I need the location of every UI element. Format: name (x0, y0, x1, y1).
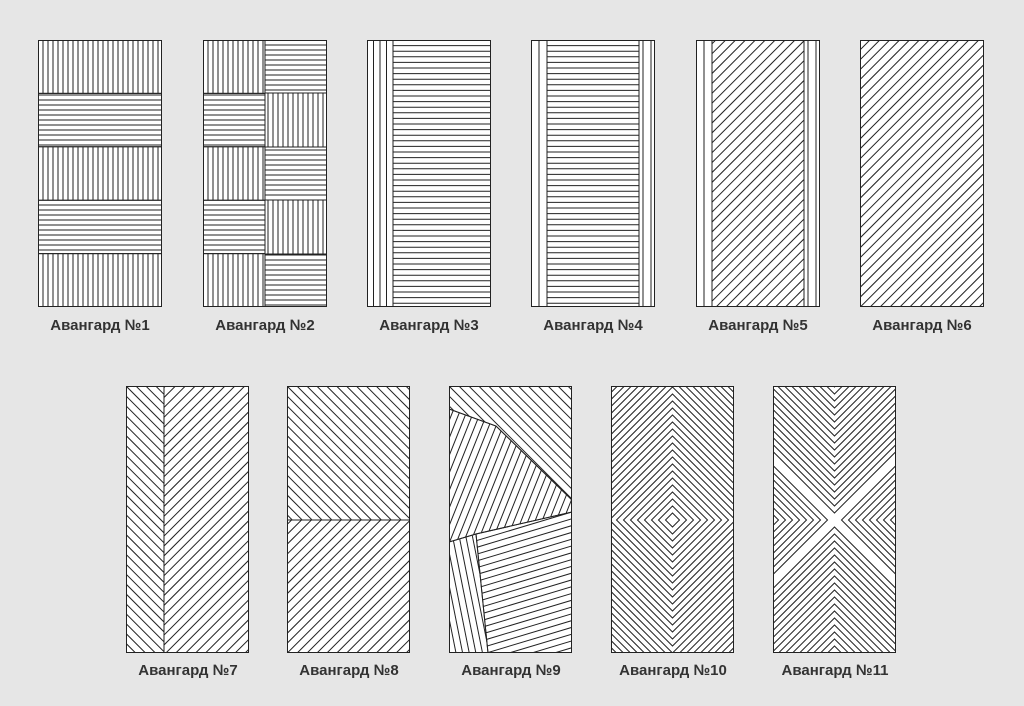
panel-label-3: Авангард №3 (379, 317, 479, 334)
panel-9-drawing (449, 386, 572, 653)
panel-label-9: Авангард №9 (461, 662, 561, 679)
panel-label-11: Авангард №11 (781, 662, 889, 679)
panel-avangard-9 (449, 386, 572, 653)
panel-2-drawing (203, 40, 327, 307)
panel-8-drawing (287, 386, 410, 653)
panel-avangard-2 (203, 40, 327, 307)
panel-avangard-7 (126, 386, 249, 653)
panel-label-8: Авангард №8 (299, 662, 399, 679)
panel-3-drawing (367, 40, 491, 307)
panel-avangard-3 (367, 40, 491, 307)
panel-5-drawing (696, 40, 820, 307)
panel-10-drawing (611, 386, 734, 653)
panel-11-drawing (773, 386, 896, 653)
panel-1-drawing (38, 40, 162, 307)
panel-label-7: Авангард №7 (138, 662, 238, 679)
panel-avangard-1 (38, 40, 162, 307)
panel-avangard-4 (531, 40, 655, 307)
panel-6-drawing (860, 40, 984, 307)
panel-avangard-8 (287, 386, 410, 653)
panel-label-10: Авангард №10 (619, 662, 727, 679)
panel-avangard-6 (860, 40, 984, 307)
panel-4-drawing (531, 40, 655, 307)
panel-label-4: Авангард №4 (543, 317, 643, 334)
panel-avangard-10 (611, 386, 734, 653)
panel-7-drawing (126, 386, 249, 653)
panel-avangard-11 (773, 386, 896, 653)
panel-label-5: Авангард №5 (708, 317, 808, 334)
panel-label-2: Авангард №2 (215, 317, 315, 334)
panel-label-6: Авангард №6 (872, 317, 972, 334)
panel-avangard-5 (696, 40, 820, 307)
panel-label-1: Авангард №1 (50, 317, 150, 334)
